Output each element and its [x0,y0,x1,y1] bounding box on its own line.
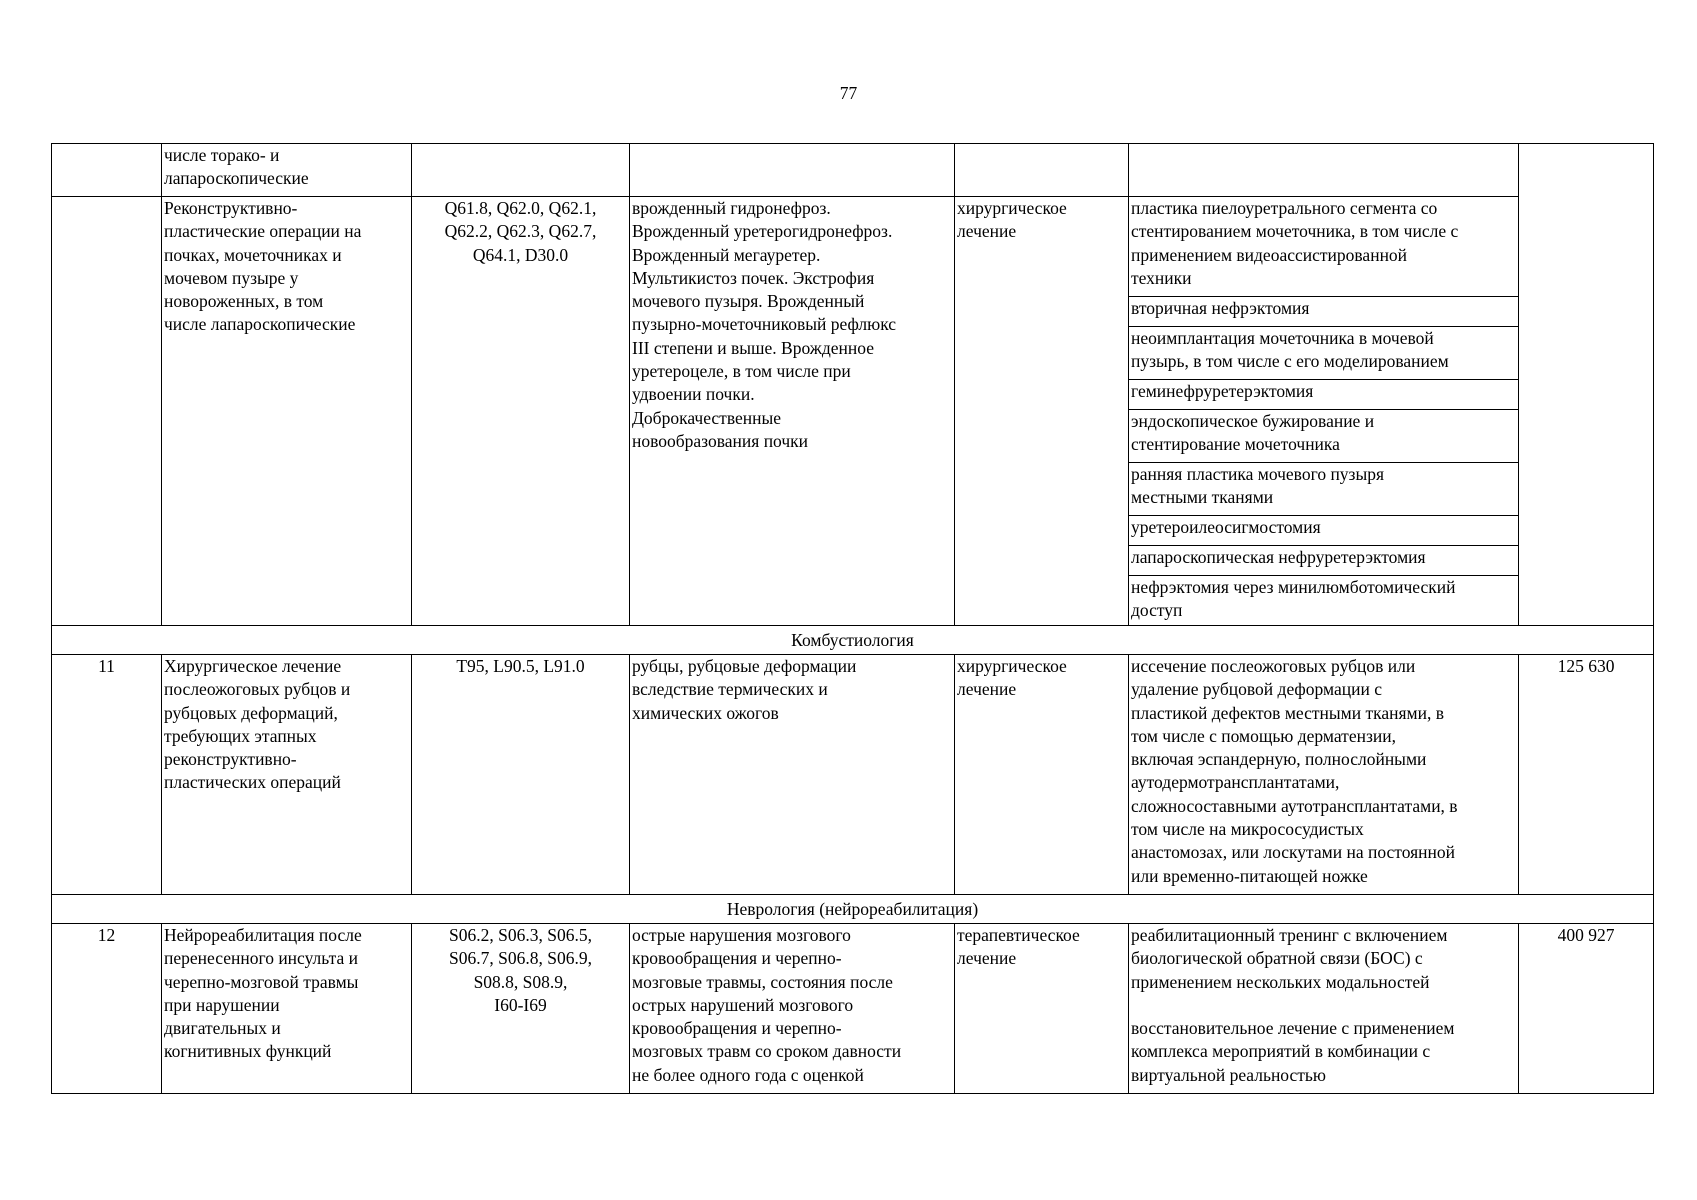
cell-name: Хирургическое лечение послеожоговых рубцов и рубцовых деформаций, требующих этапных реконструктивно- пластических операций [162,655,412,895]
cell-name: Нейрореабилитация после перенесенного инсульта и черепно-мозговой травмы при нарушении двигательных и когнитивных функций [162,924,412,1094]
cell-method: геминефруретерэктомия [1129,380,1519,410]
cell-treatment: хирургическое лечение [955,197,1129,626]
cell-method: эндоскопическое бужирование и стентирование мочеточника [1129,410,1519,463]
cell-num-empty [52,144,162,197]
cell-method: вторичная нефрэктомия [1129,297,1519,327]
cell-name: Реконструктивно- пластические операции на почках, мочеточниках и мочевом пузыре у новороженных, в том числе лапароскопические [162,197,412,626]
cell-treatment: хирургическое лечение [955,655,1129,895]
cell-name: числе торако- и лапароскопические [162,144,412,197]
medical-care-table [51,143,1654,1094]
cell-treatment: терапевтическое лечение [955,924,1129,1094]
cell-method: уретероилеосигмостомия [1129,516,1519,546]
cell-model-empty [630,144,955,197]
cell-treatment-empty [955,144,1129,197]
cell-cost-empty [1519,144,1654,626]
section-heading: Комбустиология [52,626,1654,655]
cell-method: нефрэктомия через минилюмботомический доступ [1129,576,1519,626]
cell-num: 12 [52,924,162,1094]
table-row-11 [52,655,1654,895]
cell-num-empty [52,197,162,626]
cell-method: ранняя пластика мочевого пузыря местными тканями [1129,463,1519,516]
cell-model: врожденный гидронефроз. Врожденный уретерогидронефроз. Врожденный мегауретер. Мультикистоз почек. Экстрофия мочевого пузыря. Врожденный пузырно-мочеточниковый рефлюкс III степени и выше. Врожденное уретероцеле, в том числе при удвоении почки. Доброкачественные новообразования почки [630,197,955,626]
cell-model: острые нарушения мозгового кровообращения и черепно- мозговые травмы, состояния после острых нарушений мозгового кровообращения и черепно- мозговых травм со сроком давности не более одного года с оценкой [630,924,955,1094]
cell-method: неоимплантация мочеточника в мочевой пузырь, в том числе с его моделированием [1129,327,1519,380]
cell-method: иссечение послеожоговых рубцов или удаление рубцовой деформации с пластикой дефектов местными тканями, в том числе с помощью дерматензии, включая эспандерную, полнослойными аутодермотрансплантатами, сложносоставными аутотрансплантатами, в том числе на микрососудистых анастомозах, или лоскутами на постоянной или временно-питающей ножке [1129,655,1519,895]
cell-method-empty [1129,144,1519,197]
table-row-reconstructive [52,197,1654,297]
cell-method: пластика пиелоуретрального сегмента со стентированием мочеточника, в том числе с применением видеоассистированной техники [1129,197,1519,297]
cell-codes: Q61.8, Q62.0, Q62.1, Q62.2, Q62.3, Q62.7, Q64.1, D30.0 [412,197,630,626]
section-row-neurology [52,895,1654,924]
page-number: 77 [839,83,858,103]
cell-cost: 400 927 [1519,924,1654,1094]
cell-num: 11 [52,655,162,895]
cell-model: рубцы, рубцовые деформации вследствие термических и химических ожогов [630,655,955,895]
table-row-continuation [52,144,1654,197]
cell-cost: 125 630 [1519,655,1654,895]
section-heading: Неврология (нейрореабилитация) [52,895,1654,924]
cell-method: реабилитационный тренинг с включением биологической обратной связи (БОС) с применением нескольких модальностей восстановительное лечение с применением комплекса мероприятий в комбинации с виртуальной реальностью [1129,924,1519,1094]
cell-codes-empty [412,144,630,197]
cell-codes: S06.2, S06.3, S06.5, S06.7, S06.8, S06.9, S08.8, S08.9, I60-I69 [412,924,630,1094]
cell-codes: T95, L90.5, L91.0 [412,655,630,895]
table-row-12 [52,924,1654,1094]
section-row-combustiology [52,626,1654,655]
cell-method: лапароскопическая нефруретерэктомия [1129,546,1519,576]
